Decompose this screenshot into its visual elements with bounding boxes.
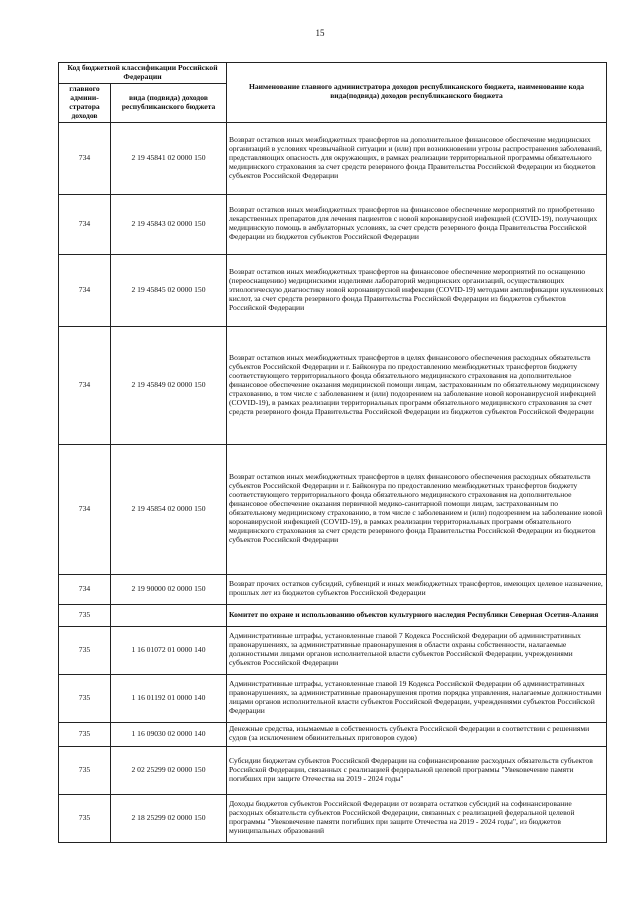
income-name-cell: Возврат остатков иных межбюджетных трансфертов в целях финансового обеспечения расходных обязательств субъектов Российской Федерации и г. Байконура по предоставлению межбюджетных трансфертов бюджету соответствующего территориального фонда обязательного медицинского страхования на дополнительное финансовое обеспечение оказания медицинской помощи лицам, застрахованным по обязательному медицинскому страхованию, в том числе с заболеванием и (или) подозрением на заболевание новой коронавирусной инфекцией (COVID-19), в рамках реализации территориальных программ обязательного медицинского страхования за счет средств резервного фонда Правительства Российской Федерации из бюджетов субъектов Российской Федерации <box>227 326 607 444</box>
table-row <box>59 722 607 746</box>
table-row <box>59 746 607 794</box>
income-name-cell: Доходы бюджетов субъектов Российской Федерации от возврата остатков субсидий на софинансирование расходных обязательств субъектов Российской Федерации, связанных с реализацией федеральной целевой программы "Увековечение памяти погибших при защите Отечества на 2019 - 2024 годы", из бюджетов муниципальных образований <box>227 794 607 842</box>
header-admin: главного админи-стратора доходов <box>59 83 111 122</box>
admin-code-cell: 734 <box>59 326 111 444</box>
income-name-cell: Субсидии бюджетам субъектов Российской Федерации на софинансирование расходных обязательств субъектов Российской Федерации, связанных с реализацией федеральной целевой программы "Увековечение памяти погибших при защите Отечества на 2019 - 2024 годы" <box>227 746 607 794</box>
table-row <box>59 122 607 194</box>
admin-code-cell: 735 <box>59 626 111 674</box>
table-row <box>59 194 607 254</box>
admin-code-cell: 735 <box>59 746 111 794</box>
income-name-cell: Административные штрафы, установленные главой 7 Кодекса Российской Федерации об административных правонарушениях, за административные правонарушения в области охраны собственности, налагаемые должностными лицами органов исполнительной власти субъектов Российской Федерации, учреждениями субъектов Российской Федерации <box>227 626 607 674</box>
income-name-cell: Возврат остатков иных межбюджетных трансфертов на финансовое обеспечение мероприятий по приобретению лекарственных препаратов для лечения пациентов с новой коронавирусной инфекцией (COVID-19), получающих медицинскую помощь в амбулаторных условиях, за счет средств резервного фонда Правительства Российской Федерации из бюджетов субъектов Российской Федерации <box>227 194 607 254</box>
admin-code-cell: 734 <box>59 254 111 326</box>
income-code-cell: 1 16 09030 02 0000 140 <box>111 722 227 746</box>
income-code-cell: 2 19 45843 02 0000 150 <box>111 194 227 254</box>
section-row <box>59 604 607 626</box>
income-code-cell: 2 18 25299 02 0000 150 <box>111 794 227 842</box>
header-name: Наименование главного администратора доходов республиканского бюджета, наименование кода вида(подвида) доходов республиканского бюджета <box>227 63 607 123</box>
income-code-cell: 2 19 45845 02 0000 150 <box>111 254 227 326</box>
table-header-row <box>59 63 607 84</box>
budget-classification-table <box>58 62 607 843</box>
table-row <box>59 674 607 722</box>
header-group-title: Код бюджетной классификации Российской Федерации <box>59 63 227 84</box>
income-code-cell: 2 19 90000 02 0000 150 <box>111 574 227 604</box>
income-name-cell: Возврат прочих остатков субсидий, субвенций и иных межбюджетных трансфертов, имеющих целевое назначение, прошлых лет из бюджетов субъектов Российской Федерации <box>227 574 607 604</box>
income-code-cell: 1 16 01192 01 0000 140 <box>111 674 227 722</box>
table-row <box>59 444 607 574</box>
income-name-cell: Административные штрафы, установленные главой 19 Кодекса Российской Федерации об административных правонарушениях, за административные правонарушения против порядка управления, налагаемые должностными лицами органов исполнительной власти субъектов Российской Федерации, учреждениями субъектов Российской Федерации <box>227 674 607 722</box>
table-row <box>59 574 607 604</box>
page-number: 15 <box>315 28 325 38</box>
table-row <box>59 626 607 674</box>
header-code: вида (подвида) доходов республиканского бюджета <box>111 83 227 122</box>
admin-code-cell: 735 <box>59 794 111 842</box>
income-code-cell: 1 16 01072 01 0000 140 <box>111 626 227 674</box>
admin-code-cell: 734 <box>59 444 111 574</box>
income-code-cell: 2 19 45854 02 0000 150 <box>111 444 227 574</box>
table-body <box>59 122 607 842</box>
income-name-cell: Возврат остатков иных межбюджетных трансфертов на финансовое обеспечение мероприятий по оснащению (переоснащению) медицинскими изделиями лабораторий медицинских организаций, осуществляющих этиологическую диагностику новой коронавирусной инфекции (COVID-19) методами амплификации нуклеиновых кислот, за счет средств резервного фонда Правительства Российской Федерации из бюджетов субъектов Российской Федерации <box>227 254 607 326</box>
income-name-cell: Возврат остатков иных межбюджетных трансфертов на дополнительное финансовое обеспечение медицинских организаций в условиях чрезвычайной ситуации и (или) при возникновении угрозы распространения заболеваний, представляющих опасность для окружающих, в рамках реализации территориальной программы обязательного медицинского страхования за счет средств резервного фонда Правительства Российской Федерации из бюджетов субъектов Российской Федерации <box>227 122 607 194</box>
admin-code-cell: 734 <box>59 122 111 194</box>
admin-code-cell: 734 <box>59 574 111 604</box>
income-code-cell: 2 19 45841 02 0000 150 <box>111 122 227 194</box>
admin-code-cell: 735 <box>59 604 111 626</box>
income-name-cell: Денежные средства, изымаемые в собственность субъекта Российской Федерации в соответствии с решениями судов (за исключением обвинительных приговоров судов) <box>227 722 607 746</box>
income-code-cell: 2 02 25299 02 0000 150 <box>111 746 227 794</box>
administrator-name-cell: Комитет по охране и использованию объектов культурного наследия Республики Северная Осетия-Алания <box>227 604 607 626</box>
admin-code-cell: 735 <box>59 674 111 722</box>
admin-code-cell: 735 <box>59 722 111 746</box>
income-code-cell: 2 19 45849 02 0000 150 <box>111 326 227 444</box>
income-name-cell: Возврат остатков иных межбюджетных трансфертов в целях финансового обеспечения расходных обязательств субъектов Российской Федерации и г. Байконура по предоставлению межбюджетных трансфертов бюджету соответствующего территориального фонда обязательного медицинского страхования на дополнительное финансовое обеспечение оказания первичной медико-санитарной помощи лицам, застрахованным по обязательному медицинскому страхованию, в том числе с заболеванием и (или) подозрением на заболевание новой коронавирусной инфекцией (COVID-19), в рамках реализации территориальных программ обязательного медицинского страхования за счет средств резервного фонда Правительства Российской Федерации из бюджетов субъектов Российской Федерации <box>227 444 607 574</box>
table-row <box>59 254 607 326</box>
table-row <box>59 326 607 444</box>
table-row <box>59 794 607 842</box>
income-code-cell <box>111 604 227 626</box>
admin-code-cell: 734 <box>59 194 111 254</box>
